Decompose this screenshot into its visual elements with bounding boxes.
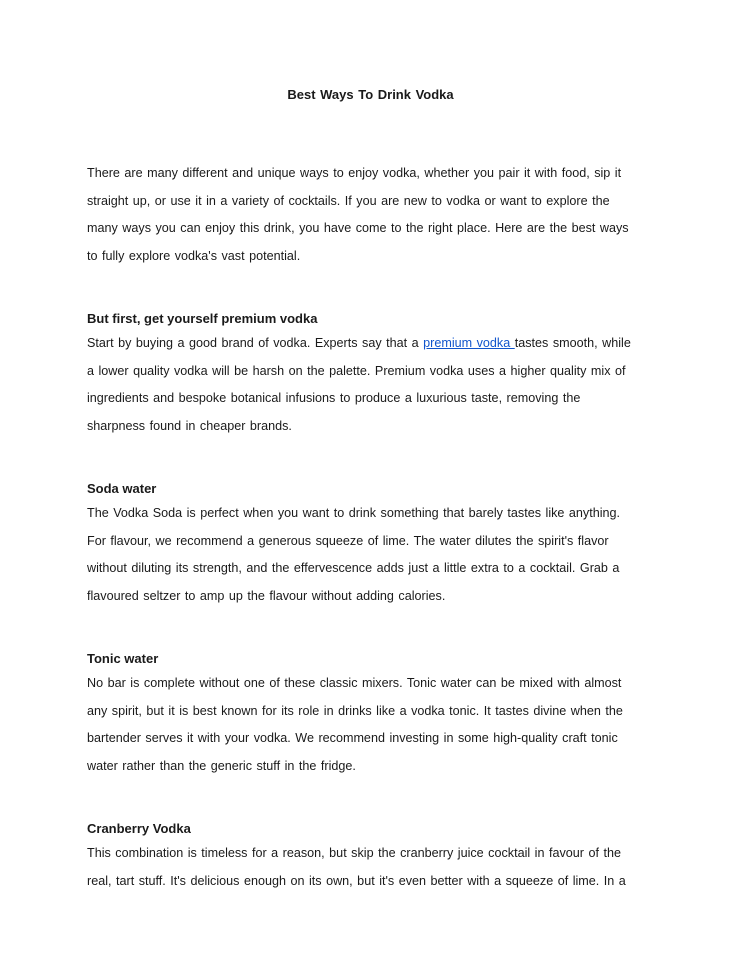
paragraph-text-before-link: Start by buying a good brand of vodka. Experts say that a xyxy=(87,336,424,350)
section-premium-vodka xyxy=(87,308,642,440)
intro-paragraph: There are many different and unique ways to enjoy vodka, whether you pair it with food, sip it straight up, or use it in a variety of cocktails. If you are new to vodka or want to explore the many ways you can enjoy this drink, you have come to the right place. Here are the best ways to fully explore vodka's vast potential. xyxy=(87,166,629,263)
section-heading: Cranberry Vodka xyxy=(87,821,191,836)
section-paragraph: This combination is timeless for a reason, but skip the cranberry juice cocktail in favour of the real, tart stuff. It's delicious enough on its own, but it's even better with a squeeze of lime. In a xyxy=(87,846,626,888)
section-tonic-water xyxy=(87,648,642,780)
section-paragraph: The Vodka Soda is perfect when you want to drink something that barely tastes like anything. For flavour, we recommend a generous squeeze of lime. The water dilutes the spirit's flavor without diluting its strength, and the effervescence adds just a little extra to a cocktail. Grab a flavoured seltzer to amp up the flavour without adding calories. xyxy=(87,506,621,603)
section-cranberry-vodka xyxy=(87,818,642,895)
section-heading: But first, get yourself premium vodka xyxy=(87,311,318,326)
premium-vodka-link[interactable]: premium vodka xyxy=(423,336,515,350)
section-paragraph xyxy=(87,330,642,440)
section-soda-water xyxy=(87,478,642,610)
document-body xyxy=(87,160,642,933)
page-title: Best Ways To Drink Vodka xyxy=(287,87,454,102)
section-heading: Soda water xyxy=(87,481,157,496)
paragraph-text-after-link: tastes smooth, while a lower quality vodka will be harsh on the palette. Premium vodka uses a higher quality mix of ingredients and bespoke botanical infusions to produce a luxurious taste, removing the sharpness found in cheaper brands. xyxy=(87,336,631,433)
section-heading: Tonic water xyxy=(87,651,159,666)
section-paragraph: No bar is complete without one of these classic mixers. Tonic water can be mixed with almost any spirit, but it is best known for its role in drinks like a vodka tonic. It tastes divine when the bartender serves it with your vodka. We recommend investing in some high-quality craft tonic water rather than the generic stuff in the fridge. xyxy=(87,676,623,773)
